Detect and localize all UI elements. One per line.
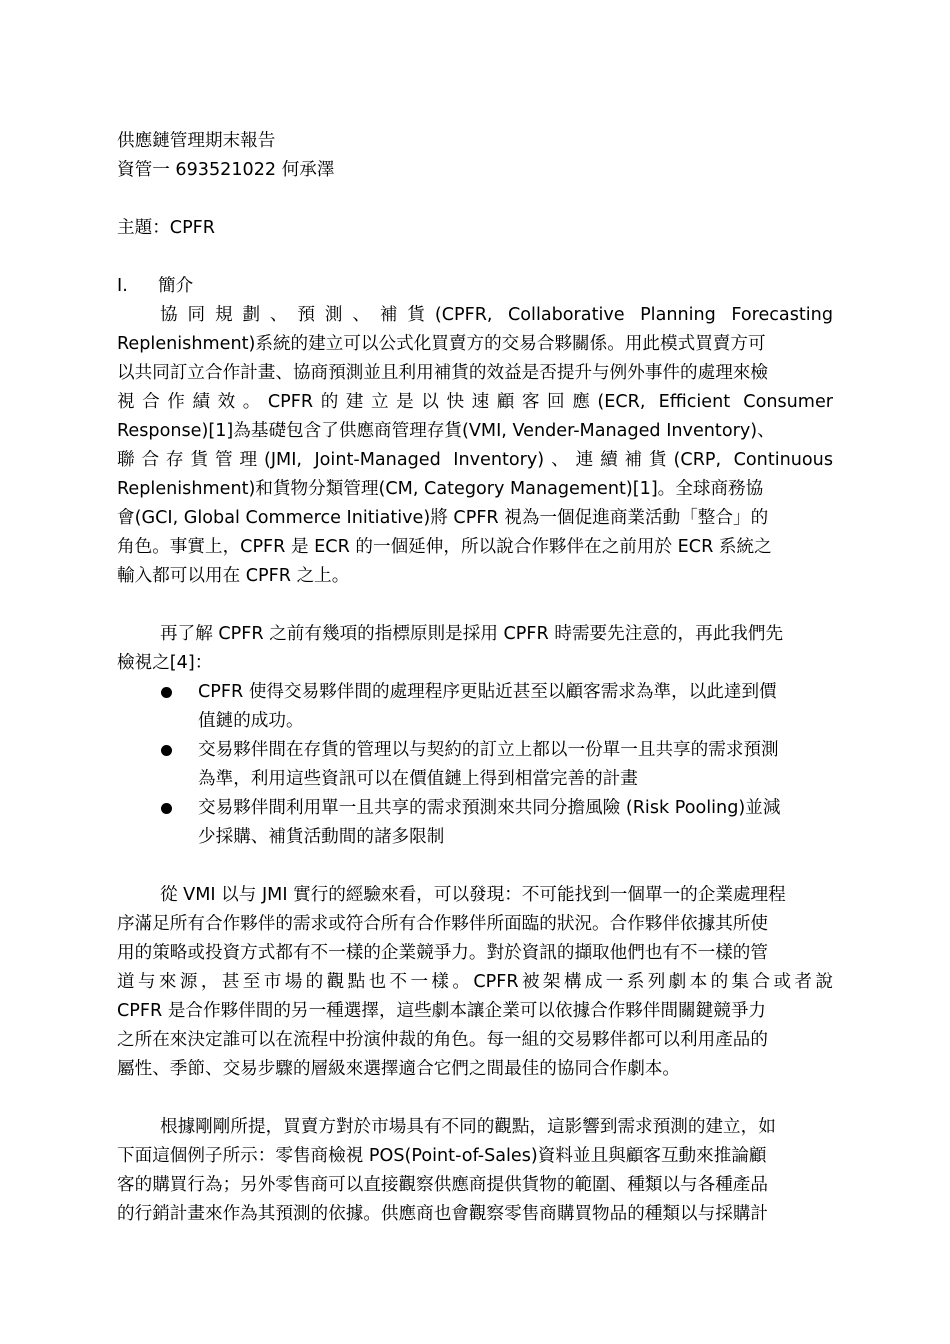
paragraph-line: Response)[1]為基礎包含了供應商管理存貨(VMI, Vender-Managed Inventory)、 (117, 421, 775, 441)
document-page (117, 127, 833, 1229)
bullet-icon (161, 803, 172, 814)
topic-line: 主題：CPFR (117, 218, 216, 238)
paragraph-line: 下面這個例子所示：零售商檢視 POS(Point-of-Sales)資料並且與顧客互動來推論顧 (117, 1146, 767, 1166)
paragraph-line: 檢視之[4]： (117, 653, 213, 673)
paragraph-principles (117, 620, 833, 678)
paragraph-line: CPFR 是合作夥伴間的另一種選擇，這些劇本讓企業可以依據合作夥伴間關鍵競爭力 (117, 1001, 767, 1021)
paragraph-introduction (117, 301, 833, 591)
paragraph-line: 用的策略或投資方式都有不一樣的企業競爭力。對於資訊的擷取他們也有不一樣的管 (117, 943, 768, 963)
list-item-line: 少採購、補貨活動間的諸多限制 (198, 827, 445, 847)
paragraph-line: 再了解 CPFR 之前有幾項的指標原則是採用 CPFR 時需要先注意的，再此我們先 (160, 624, 784, 644)
spacer (117, 185, 833, 214)
spacer (117, 1084, 833, 1113)
paragraph-line: 會(GCI, Global Commerce Initiative)將 CPFR 視為一個促進商業活動「整合」的 (117, 508, 769, 528)
list-item-line: 值鏈的成功。 (198, 711, 304, 731)
paragraph-line: 角色。事實上，CPFR 是 ECR 的一個延伸，所以說合作夥伴在之前用於 ECR 系統之 (117, 537, 772, 557)
report-title: 供應鏈管理期末報告 (117, 131, 276, 151)
section-title: 簡介 (158, 276, 194, 296)
section-number: I. (117, 276, 128, 296)
paragraph-line: 協同規劃、預測、補貨(CPFR, Collaborative Planning Forecasting (160, 305, 833, 325)
paragraph-line: 以共同訂立合作計畫、協商預測並且利用補貨的效益是否提升与例外事件的處理來檢 (117, 363, 768, 383)
list-item-line: 交易夥伴間在存貨的管理以与契約的訂立上都以一份單一且共享的需求預測 (198, 740, 779, 760)
list-item (117, 678, 833, 736)
list-item (117, 794, 833, 852)
paragraph-line: 客的購買行為；另外零售商可以直接觀察供應商提供貨物的範圍、種類以与各種產品 (117, 1175, 768, 1195)
paragraph-line: 根據剛剛所提，買賣方對於市場具有不同的觀點，這影響到需求預測的建立，如 (160, 1117, 776, 1137)
paragraph-line: 視合作績效。CPFR的建立是以快速顧客回應(ECR, Efficient Consumer (117, 392, 833, 412)
bullet-icon (161, 687, 172, 698)
paragraph-line: 聯合存貨管理(JMI, Joint-Managed Inventory)、連續補貨(CRP, Continuous (117, 450, 833, 470)
paragraph-line: 道与來源，甚至市場的觀點也不一樣。CPFR被架構成一系列劇本的集合或者說 (117, 972, 833, 992)
paragraph-line: Replenishment)和貨物分類管理(CM, Category Management)[1]。全球商務協 (117, 479, 764, 499)
spacer (117, 852, 833, 881)
spacer (117, 591, 833, 620)
paragraph-line: 的行銷計畫來作為其預測的依據。供應商也會觀察零售商購買物品的種類以与採購計 (117, 1204, 768, 1224)
paragraph-line: 從 VMI 以与 JMI 實行的經驗來看，可以發現：不可能找到一個單一的企業處理程 (160, 885, 786, 905)
author-line: 資管一 693521022 何承澤 (117, 160, 335, 180)
paragraph-forecast (117, 1113, 833, 1229)
paragraph-line: Replenishment)系統的建立可以公式化買賣方的交易合夥關係。用此模式買賣方可 (117, 334, 766, 354)
paragraph-experience (117, 881, 833, 1084)
list-item-line: 交易夥伴間利用單一且共享的需求預測來共同分擔風險 (Risk Pooling)並減 (198, 798, 781, 818)
paragraph-line: 之所在來決定誰可以在流程中扮演仲裁的角色。每一組的交易夥伴都可以利用產品的 (117, 1030, 768, 1050)
paragraph-line: 屬性、季節、交易步驟的層級來選擇適合它們之間最佳的協同合作劇本。 (117, 1059, 681, 1079)
bullet-icon (161, 745, 172, 756)
list-item-line: CPFR 使得交易夥伴間的處理程序更貼近甚至以顧客需求為準，以此達到價 (198, 682, 777, 702)
spacer (117, 243, 833, 272)
section-heading (117, 272, 833, 301)
list-item-line: 為準，利用這些資訊可以在價值鏈上得到相當完善的計畫 (198, 769, 638, 789)
bullet-list (117, 678, 833, 852)
list-item (117, 736, 833, 794)
paragraph-line: 輸入都可以用在 CPFR 之上。 (117, 566, 350, 586)
paragraph-line: 序滿足所有合作夥伴的需求或符合所有合作夥伴所面臨的狀況。合作夥伴依據其所使 (117, 914, 768, 934)
